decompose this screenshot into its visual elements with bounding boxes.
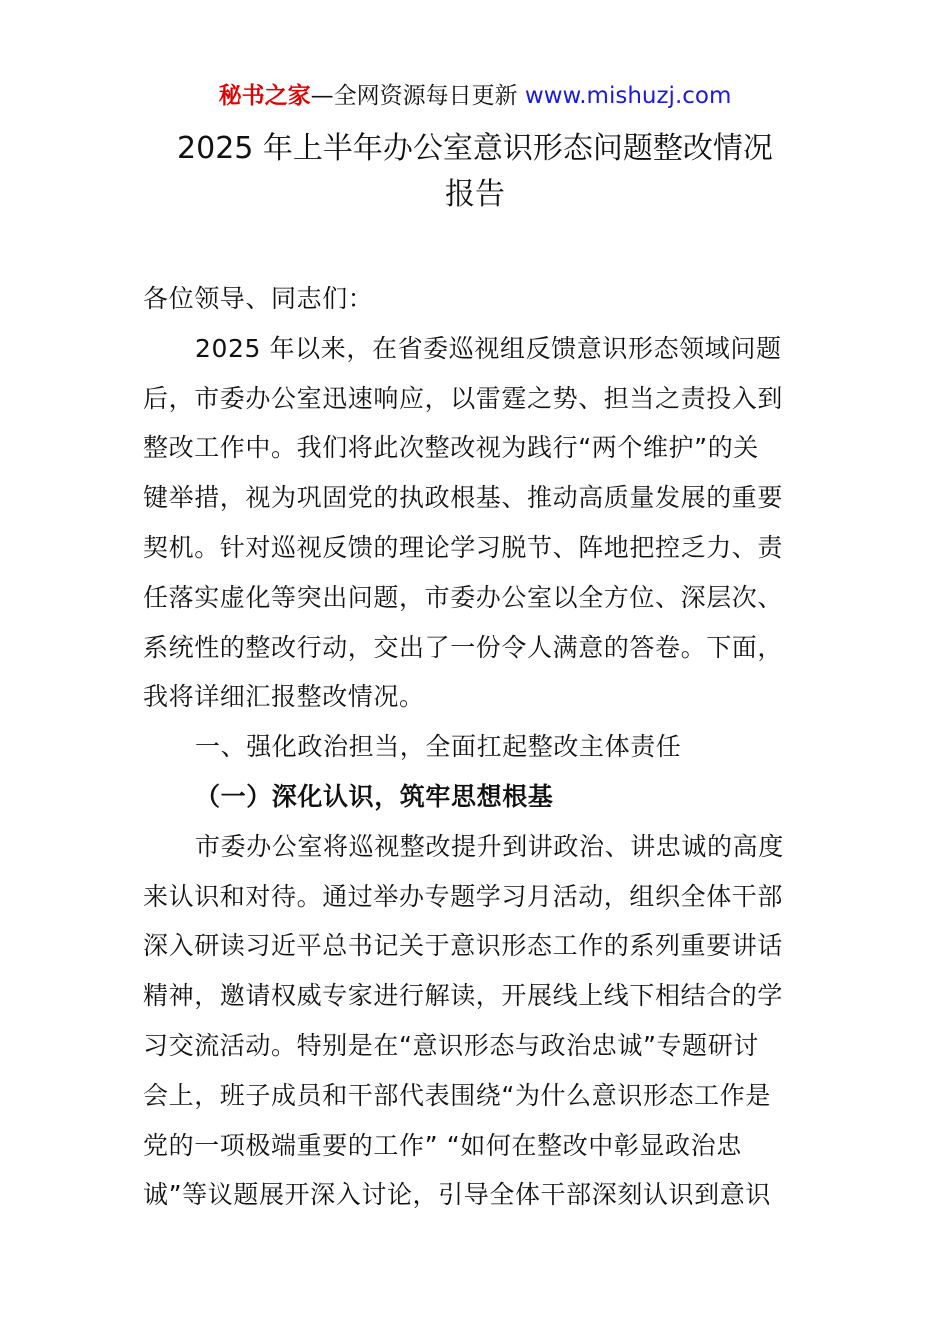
paragraph-line: 任落实虚化等突出问题，市委办公室以全方位、深层次、 bbox=[143, 582, 784, 612]
title-line-2: 报告 bbox=[445, 177, 505, 212]
paragraph-line: 我将详细汇报整改情况。 bbox=[143, 682, 425, 712]
site-url[interactable]: www.mishuzj.com bbox=[524, 83, 732, 109]
subsection-heading: （一）深化认识，筑牢思想根基 bbox=[195, 781, 554, 811]
paragraph-line: 2025 年以来，在省委巡视组反馈意识形态领域问题 bbox=[195, 333, 782, 363]
paragraph-line: 整改工作中。我们将此次整改视为践行“两个维护”的关 bbox=[143, 433, 759, 463]
paragraph-line: 来认识和对待。通过举办专题学习月活动，组织全体干部 bbox=[143, 881, 784, 911]
paragraph-line: 契机。针对巡视反馈的理论学习脱节、阵地把控乏力、责 bbox=[143, 532, 784, 562]
paragraph-line: 精神，邀请权威专家进行解读，开展线上线下相结合的学 bbox=[143, 981, 784, 1011]
paragraph-line: 系统性的整改行动，交出了一份令人满意的答卷。下面， bbox=[143, 632, 784, 662]
site-header bbox=[0, 78, 950, 114]
paragraph-line: 深入研读习近平总书记关于意识形态工作的系列重要讲话 bbox=[143, 931, 784, 961]
salutation: 各位领导、同志们： bbox=[143, 284, 374, 313]
paragraph-line: 习交流活动。特别是在“意识形态与政治忠诚”专题研讨 bbox=[143, 1030, 759, 1060]
title-line-1: 2025 年上半年办公室意识形态问题整改情况 bbox=[177, 131, 773, 166]
brand-name: 秘书之家 bbox=[218, 83, 311, 109]
document-body bbox=[143, 274, 808, 1220]
paragraph-line: 键举措，视为巩固党的执政根基、推动高质量发展的重要 bbox=[143, 483, 784, 513]
paragraph-line: 党的一项极端重要的工作” “如何在整改中彰显政治忠 bbox=[143, 1130, 742, 1160]
header-tagline: —全网资源每日更新 bbox=[310, 83, 518, 109]
document-title bbox=[0, 126, 950, 218]
paragraph-line: 市委办公室将巡视整改提升到讲政治、讲忠诚的高度 bbox=[195, 831, 784, 861]
paragraph-line: 诚”等议题展开深入讨论，引导全体干部深刻认识到意识 bbox=[143, 1180, 771, 1210]
paragraph-line: 后，市委办公室迅速响应，以雷霆之势、担当之责投入到 bbox=[143, 383, 784, 413]
section-heading: 一、强化政治担当，全面扛起整改主体责任 bbox=[195, 732, 682, 762]
paragraph-line: 会上，班子成员和干部代表围绕“为什么意识形态工作是 bbox=[143, 1080, 771, 1110]
